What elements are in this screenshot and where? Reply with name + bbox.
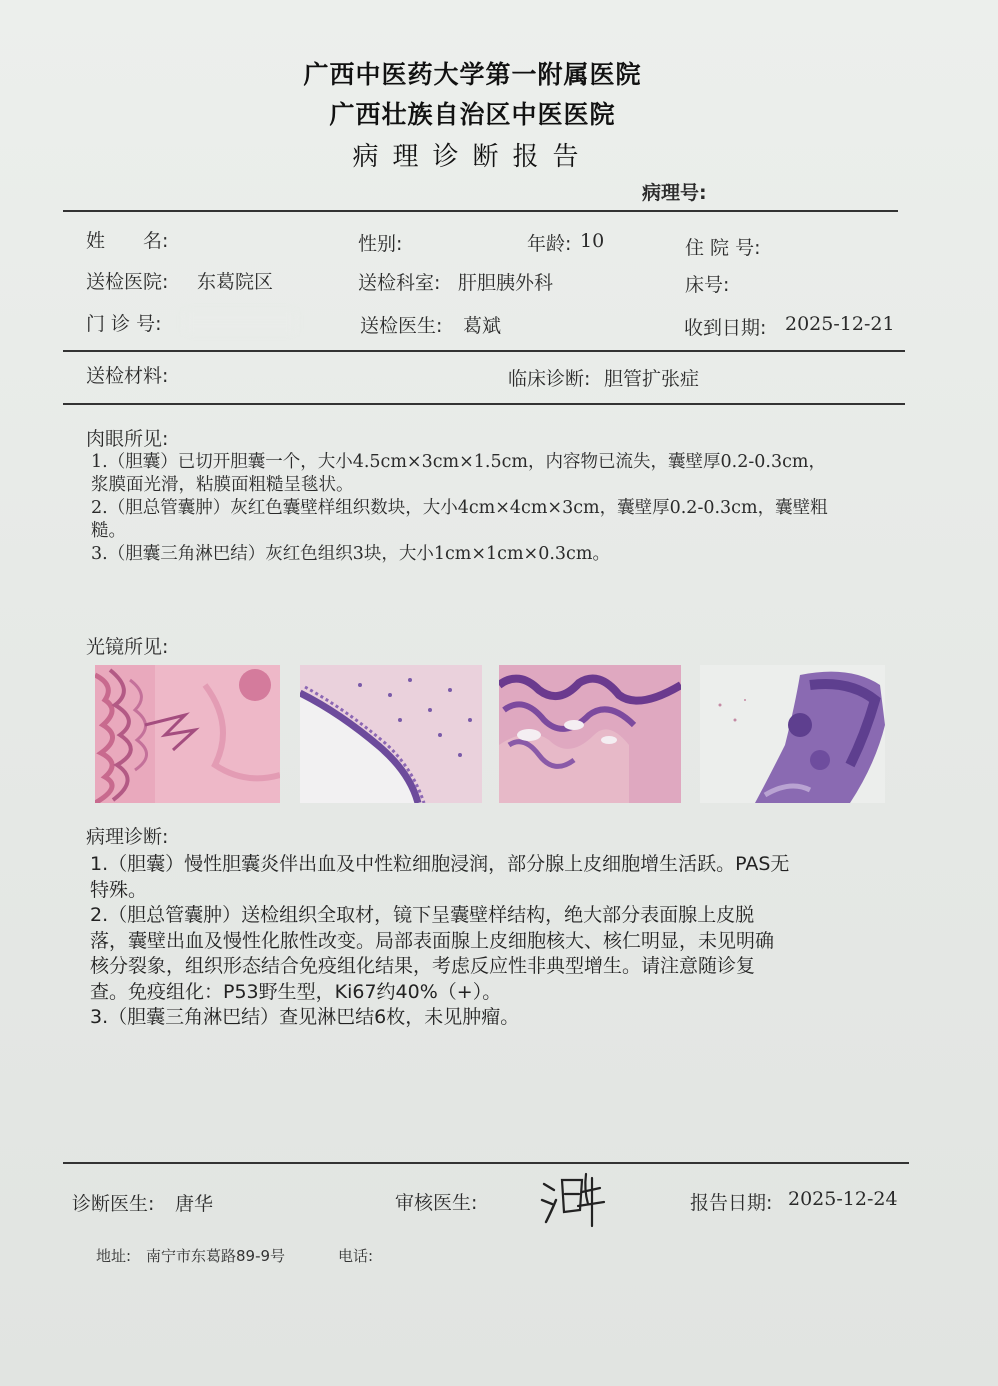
diagnosis-title: 病理诊断: bbox=[86, 826, 169, 848]
sending-dept-value: 肝胆胰外科 bbox=[458, 272, 554, 294]
sending-hospital-value: 东葛院区 bbox=[197, 271, 274, 293]
outpatient-no-label: 门 诊 号: bbox=[86, 313, 162, 335]
micrograph-3 bbox=[499, 665, 681, 803]
divider-footer bbox=[63, 1162, 909, 1164]
divider-mid bbox=[63, 350, 905, 352]
diagnosis-text bbox=[90, 852, 789, 1031]
report-date-label: 报告日期: bbox=[690, 1192, 773, 1214]
diagnosis-line: 3.（胆囊三角淋巴结）查见淋巴结6枚，未见肿瘤。 bbox=[90, 1006, 520, 1028]
diag-doctor-value: 唐华 bbox=[175, 1193, 214, 1215]
report-title: 病理诊断报告 bbox=[352, 142, 593, 172]
inpatient-no-label: 住 院 号: bbox=[685, 237, 761, 259]
sending-doctor-label: 送检医生: bbox=[360, 315, 443, 337]
bed-label: 床号: bbox=[685, 274, 730, 296]
diagnosis-line: 2.（胆总管囊肿）送检组织全取材，镜下呈囊壁样结构，绝大部分表面腺上皮脱 bbox=[90, 904, 755, 926]
address-label: 地址: bbox=[96, 1247, 132, 1265]
clinical-dx-value: 胆管扩张症 bbox=[604, 368, 700, 390]
diag-doctor-label: 诊断医生: bbox=[72, 1193, 155, 1215]
age-value: 10 bbox=[580, 230, 605, 252]
sending-hospital-label: 送检医院: bbox=[86, 271, 169, 293]
report-date-value: 2025-12-24 bbox=[788, 1188, 898, 1210]
microscopy-title: 光镜所见: bbox=[86, 636, 169, 658]
hospital-name-line1: 广西中医药大学第一附属医院 bbox=[303, 60, 642, 89]
reviewer-signature bbox=[538, 1170, 608, 1230]
diagnosis-line: 核分裂象，组织形态结合免疫组化结果，考虑反应性非典型增生。请注意随诊复 bbox=[90, 955, 756, 977]
gross-line: 3.（胆囊三角淋巴结）灰红色组织3块，大小1cm×1cm×0.3cm。 bbox=[91, 544, 610, 564]
review-doctor-label: 审核医生: bbox=[395, 1192, 478, 1214]
address-value: 南宁市东葛路89-9号 bbox=[146, 1247, 286, 1265]
gross-title: 肉眼所见: bbox=[86, 428, 169, 450]
gross-findings bbox=[91, 451, 828, 566]
diagnosis-line: 查。免疫组化：P53野生型，Ki67约40%（+）。 bbox=[90, 980, 502, 1003]
diagnosis-line: 1.（胆囊）慢性胆囊炎伴出血及中性粒细胞浸润，部分腺上皮细胞增生活跃。PAS无 bbox=[90, 853, 790, 875]
sending-dept-label: 送检科室: bbox=[358, 272, 441, 294]
phone-label: 电话: bbox=[338, 1247, 374, 1265]
gross-line: 糙。 bbox=[91, 521, 126, 541]
gross-line: 2.（胆总管囊肿）灰红色囊壁样组织数块，大小4cm×4cm×3cm，囊壁厚0.2-0.3cm，囊壁粗 bbox=[91, 498, 828, 518]
received-date-value: 2025-12-21 bbox=[785, 313, 895, 335]
micrograph-1 bbox=[95, 665, 280, 803]
micrograph-4 bbox=[700, 665, 885, 803]
material-label: 送检材料: bbox=[86, 365, 169, 387]
gross-line: 浆膜面光滑，粘膜面粗糙呈毯状。 bbox=[91, 475, 354, 495]
sex-label: 性别: bbox=[358, 233, 403, 255]
age-label: 年龄: bbox=[527, 233, 572, 255]
gross-line: 1.（胆囊）已切开胆囊一个，大小4.5cm×3cm×1.5cm，内容物已流失，囊壁厚0.2-0.3cm， bbox=[91, 452, 826, 472]
diagnosis-line: 落，囊壁出血及慢性化脓性改变。局部表面腺上皮细胞核大、核仁明显，未见明确 bbox=[90, 929, 775, 952]
divider-lower bbox=[63, 403, 905, 405]
divider-top bbox=[63, 210, 898, 212]
clinical-dx-label: 临床诊断: bbox=[508, 368, 591, 390]
sending-doctor-value: 葛斌 bbox=[463, 315, 502, 337]
name-label: 姓 名: bbox=[86, 230, 169, 252]
diagnosis-line: 特殊。 bbox=[90, 878, 148, 901]
micrograph-2 bbox=[300, 665, 482, 803]
outpatient-no-redacted bbox=[185, 312, 295, 332]
received-date-label: 收到日期: bbox=[684, 317, 767, 339]
pathology-no-label: 病理号: bbox=[642, 182, 707, 204]
hospital-name-line2: 广西壮族自治区中医医院 bbox=[329, 100, 616, 129]
